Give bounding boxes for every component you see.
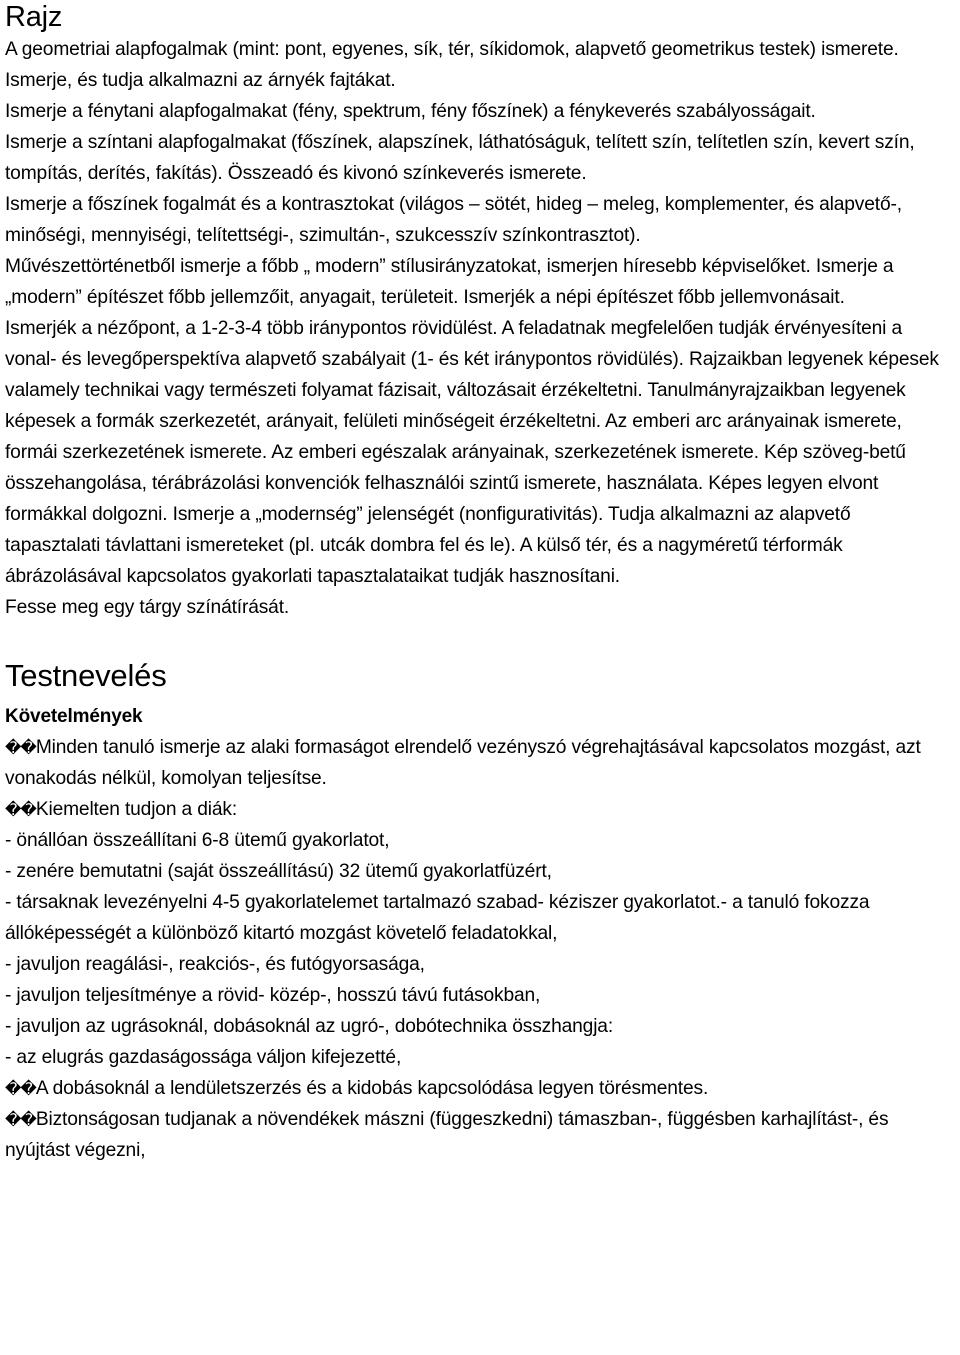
missing-glyph-bullet-icon: �� [5,738,36,757]
rajz-paragraph-1: A geometriai alapfogalmak (mint: pont, egyenes, sík, tér, síkidomok, alapvető geometrikus testek) ismerete. [5,39,899,60]
section-title-rajz: Rajz [5,1,63,33]
requirements-list [5,732,950,1166]
subheading-kovetelmenyek: Követelmények [5,706,143,727]
list-item-text: Minden tanuló ismerje az alaki formaságot elrendelő vezényszó végrehajtásával kapcsolatos mozgást, azt vonakodás nélkül, komolyan teljesítse. [5,737,921,789]
list-item-text: - zenére bemutatni (saját összeállítású) 32 ütemű gyakorlatfüzért, [5,861,552,882]
list-item-text: Kiemelten tudjon a diák: [35,799,238,820]
section-testneveles [5,651,950,1166]
list-item-text: - az elugrás gazdaságossága váljon kifejezetté, [5,1047,402,1068]
list-item-text: - társaknak levezényelni 4-5 gyakorlatelemet tartalmazó szabad- kéziszer gyakorlatot.- a tanuló fokozza állóképességét a különböző kitartó mozgást követelő feladatokkal, [5,892,870,944]
list-item-text: - javuljon teljesítménye a rövid- közép-, hosszú távú futásokban, [5,985,541,1006]
list-item-text: - önállóan összeállítani 6-8 ütemű gyakorlatot, [5,830,390,851]
list-item [5,980,950,1011]
list-item-text: A dobásoknál a lendületszerzés és a kidobás kapcsolódása legyen törésmentes. [35,1078,709,1099]
list-item-text: Biztonságosan tudjanak a növendékek mászni (függeszkedni) támaszban-, függésben karhajlítást-, és nyújtást végezni, [5,1109,889,1161]
document-page [5,0,950,1166]
missing-glyph-bullet-icon: �� [5,800,36,819]
rajz-paragraph-4: Ismerje a színtani alapfogalmakat (főszínek, alapszínek, láthatóságuk, telített szín, telítetlen szín, kevert szín, tompítás, derítés, fakítás). Összeadó és kivonó színkeverés ismerete. [5,132,915,184]
missing-glyph-bullet-icon: �� [5,1110,36,1129]
list-item [5,1104,950,1166]
rajz-paragraph-5: Ismerje a főszínek fogalmát és a kontrasztokat (világos – sötét, hideg – meleg, komplementer, és alapvető-, minőségi, mennyiségi, telítettségi-, szimultán-, szukcesszív színkontrasztot). [5,194,902,246]
list-item-text: - javuljon az ugrásoknál, dobásoknál az ugró-, dobótechnika összhangja: [5,1016,614,1037]
rajz-paragraph-8: Fesse meg egy tárgy színátírását. [5,597,290,618]
list-item [5,825,950,856]
section-rajz [5,0,950,623]
rajz-paragraph-3: Ismerje a fénytani alapfogalmakat (fény, spektrum, fény főszínek) a fénykeverés szabályosságait. [5,101,816,122]
list-item [5,794,950,825]
list-item [5,1011,950,1042]
list-item [5,949,950,980]
list-item-text: - javuljon reagálási-, reakciós-, és futógyorsasága, [5,954,425,975]
missing-glyph-bullet-icon: �� [5,1079,36,1098]
rajz-paragraph-7: Ismerjék a nézőpont, a 1-2-3-4 több iránypontos rövidülést. A feladatnak megfelelően tudják érvényesíteni a vonal- és levegőperspektíva alapvető szabályait (1- és két iránypontos rövidülés). Rajzaikban legyenek képesek valamely technikai vagy természeti folyamat fázisait, változásait érzékeltetni. Tanulmányrajzaikban legyenek képesek a formák szerkezetét, arányait, felületi minőségeit érzékeltetni. Az emberi arc arányainak ismerete, formái szerkezetének ismerete. Az emberi egészalak arányainak, szerkezetének ismerete. Kép szöveg-betű összehangolása, térábrázolási konvenciók felhasználói szintű ismerete, használata. Képes legyen elvont formákkal dolgozni. Ismerje a „modernség” jelenségét (nonfigurativitás). Tudja alkalmazni az alapvető tapasztalati távlattani ismereteket (pl. utcák dombra fel és le). A külső tér, és a nagyméretű térformák ábrázolásával kapcsolatos gyakorlati tapasztalataikat tudják hasznosítani. [5,318,939,587]
rajz-paragraph-2: Ismerje, és tudja alkalmazni az árnyék fajtákat. [5,70,396,91]
list-item [5,856,950,887]
list-item [5,1042,950,1073]
list-item [5,887,950,949]
list-item [5,1073,950,1104]
list-item [5,732,950,794]
section-title-testneveles: Testnevelés [5,658,167,693]
rajz-paragraph-6: Művészettörténetből ismerje a főbb „ modern” stílusirányzatokat, ismerjen híresebb képviselőket. Ismerje a „modern” építészet főbb jellemzőit, anyagait, területeit. Ismerjék a népi építészet főbb jellemvonásait. [5,256,894,308]
